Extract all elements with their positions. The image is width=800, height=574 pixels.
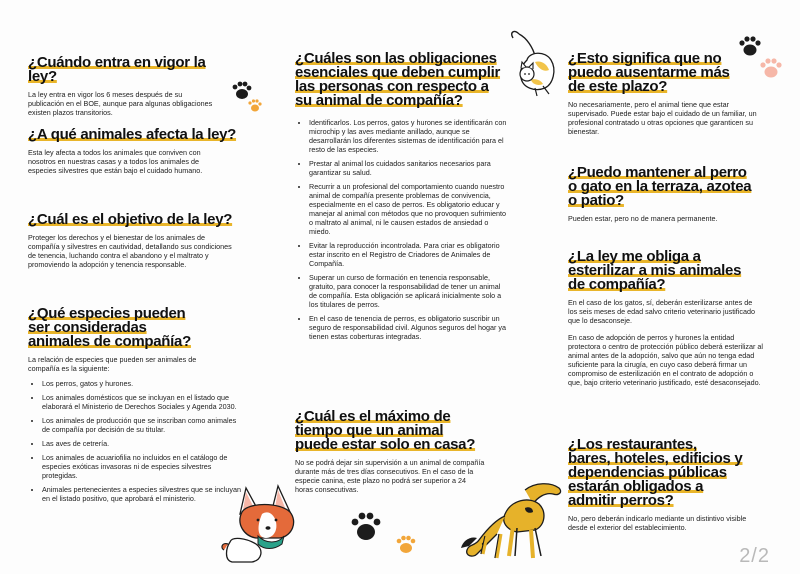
answer-text: Proteger los derechos y el bienestar de los animales de compañía y silvestres en cautividad, detallando sus condiciones de tenencia, luchando contra el abandono y el maltrato y promoviendo la adopción y tenencia responsable.: [28, 233, 232, 269]
list-item: • Los perros, gatos y hurones.: [42, 379, 242, 388]
list-item: • Las aves de cetrería.: [42, 439, 242, 448]
question-heading: ¿A qué animales afecta la ley?: [28, 126, 237, 143]
question-heading: ¿Esto significa que no puedo ausentarme más de este plazo?: [568, 50, 730, 95]
list-item: • Prestar al animal los cuidados sanitarios necesarios para garantizar su salud.: [309, 159, 509, 177]
list-item: • Evitar la reproducción incontrolada. Para criar es obligatorio estar inscrito en el Registro de Criadores de Animales de Compañía.: [309, 241, 509, 268]
question-heading: ¿Los restaurantes, bares, hoteles, edificios y dependencias públicas estarán obligados a admitir perros?: [568, 436, 743, 509]
list-item: • Los animales de producción que se inscriban como animales de compañía por decisión de su titular.: [42, 416, 242, 434]
faq-terrace: [568, 166, 768, 223]
page-number: 2/2: [739, 545, 770, 567]
answer-text: Pueden estar, pero no de manera permanente.: [568, 214, 718, 223]
list-item: • Superar un curso de formación en tenencia responsable, gratuito, para conocer la responsabilidad de tener un animal de compañía. Esta obligación se aplicará inicialmente solo a los titulares de perros.: [309, 273, 509, 309]
answer-text: No, pero deberán indicarlo mediante un distintivo visible desde el exterior del establecimiento.: [568, 514, 747, 532]
answer-text: No se podrá dejar sin supervisión a un animal de compañía durante más de tres días consecutivos. En el caso de la especie canina, este plazo no podrá ser superior a 24 horas consecutivas.: [295, 458, 485, 494]
list-item: • Identificarlos. Los perros, gatos y hurones se identificarán con microchip y las aves mediante anillado, aunque se desarrollarán los diferentes sistemas de identificación para el resto de las especies.: [309, 118, 509, 154]
answer-text-2: En caso de adopción de perros y hurones la entidad protectora o centro de protección público deberá esterilizar al animal antes de la adopción, salvo que aún no tenga edad suficiente para la cirugía, en cuyo caso deberá firmar un compromiso de esterilización en el contrato de adopción o que, bajo criterio veterinario justificado, esté desaconsejado.: [568, 333, 763, 387]
list-item: • En el caso de tenencia de perros, es obligatorio suscribir un seguro de responsabilidad civil. Algunos seguros del hogar ya tienen estas coberturas integradas.: [309, 314, 509, 341]
paw-print-icon: [350, 512, 420, 558]
question-heading: ¿Cuándo entra en vigor la ley?: [28, 54, 206, 85]
list-item: • Los animales domésticos que se incluyan en el listado que elaborará el Ministerio de Derechos Sociales y Agenda 2030.: [42, 393, 242, 411]
faq-sterilize: [568, 250, 768, 387]
faq-objective: [28, 213, 243, 269]
answer-text: No necesariamente, pero el animal tiene que estar supervisado. Puede estar bajo el cuidado de un familiar, un profesional contratado u otras opciones que garanticen su bienestar.: [568, 100, 757, 136]
question-heading: ¿Qué especies pueden ser consideradas animales de compañía?: [28, 305, 191, 350]
dog-illustration: [455, 478, 567, 562]
faq-when-in-force: [28, 56, 228, 117]
paw-print-icon: [738, 36, 784, 84]
list-item: • Recurrir a un profesional del comportamiento cuando nuestro animal de compañía presente problemas de convivencia, especialmente en el caso de perros. Es obligatorio educar y manejar al animal con métodos que no provoquen sufrimiento o maltrato al animal, ni le causen estados de ansiedad o miedo.: [309, 182, 509, 236]
faq-obligations: [295, 52, 510, 346]
question-heading: ¿La ley me obliga a esterilizar a mis animales de compañía?: [568, 248, 742, 293]
species-list: [28, 379, 242, 503]
question-heading: ¿Cuál es el máximo de tiempo que un animal puede estar solo en casa?: [295, 408, 476, 453]
faq-which-animals: [28, 128, 243, 175]
question-heading: ¿Puedo mantener al perro o gato en la terraza, azotea o patio?: [568, 164, 752, 209]
answer-text: La relación de especies que pueden ser animales de compañía es la siguiente:: [28, 355, 197, 373]
corgi-illustration: [218, 480, 304, 566]
question-heading: ¿Cuál es el objetivo de la ley?: [28, 211, 233, 228]
answer-text: En el caso de los gatos, sí, deberán esterilizarse antes de los seis meses de edad salvo criterio veterinario justificado que lo desaconseje.: [568, 298, 755, 325]
answer-text: La ley entra en vigor los 6 meses después de su publicación en el BOE, aunque para algunas obligaciones existen plazos transitorios.: [28, 90, 213, 117]
cat-illustration: [505, 30, 565, 98]
paw-print-icon: [230, 80, 264, 116]
list-item: • Los animales de acuariofilia no incluidos en el catálogo de especies exóticas invasoras ni de especies silvestres protegidas.: [42, 453, 242, 480]
faq-species: [28, 307, 243, 508]
question-heading: ¿Cuáles son las obligaciones esenciales que deben cumplir las personas con respecto a su animal de compañía?: [295, 50, 501, 109]
answer-text: Esta ley afecta a todos los animales que conviven con nosotros en nuestras casas y a todos los animales de especies silvestres que están bajo el cuidado humano.: [28, 148, 203, 175]
list-item: • Animales pertenecientes a especies silvestres que se incluyan en el listado positivo, que aprobará el ministerio.: [42, 485, 242, 503]
obligations-list: [295, 118, 509, 341]
faq-restaurants: [568, 438, 768, 532]
